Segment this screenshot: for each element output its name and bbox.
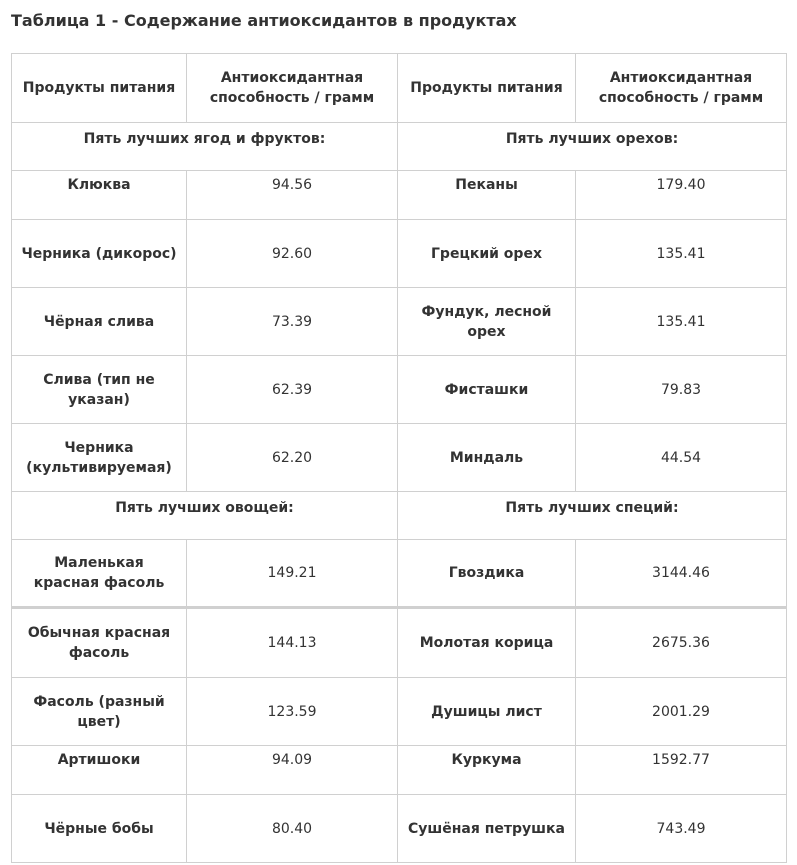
product-name: Фисташки <box>398 356 576 424</box>
product-value: 92.60 <box>187 220 398 288</box>
product-value: 179.40 <box>576 171 787 220</box>
product-value: 94.09 <box>187 746 398 795</box>
product-value: 73.39 <box>187 288 398 356</box>
product-name: Грецкий орех <box>398 220 576 288</box>
product-value: 743.49 <box>576 795 787 863</box>
section-row <box>12 123 787 171</box>
table-row <box>12 171 787 220</box>
product-name: Клюква <box>12 171 187 220</box>
product-name: Пеканы <box>398 171 576 220</box>
product-name: Молотая корица <box>398 608 576 678</box>
product-name: Чёрная слива <box>12 288 187 356</box>
section-berries: Пять лучших ягод и фруктов: <box>12 123 398 171</box>
product-name: Чёрные бобы <box>12 795 187 863</box>
header-capacity-left: Антиоксидантная способность / грамм <box>187 54 398 123</box>
product-value: 3144.46 <box>576 540 787 608</box>
section-nuts: Пять лучших орехов: <box>398 123 787 171</box>
product-name: Миндаль <box>398 424 576 492</box>
table-row <box>12 288 787 356</box>
product-name: Артишоки <box>12 746 187 795</box>
product-value: 135.41 <box>576 288 787 356</box>
product-name: Гвоздика <box>398 540 576 608</box>
section-row <box>12 492 787 540</box>
product-name: Куркума <box>398 746 576 795</box>
table-row <box>12 795 787 863</box>
antioxidant-table <box>11 53 787 863</box>
product-name: Черника (дикорос) <box>12 220 187 288</box>
product-value: 79.83 <box>576 356 787 424</box>
header-products-right: Продукты питания <box>398 54 576 123</box>
product-name: Душицы лист <box>398 678 576 746</box>
product-name: Маленькая красная фасоль <box>12 540 187 608</box>
header-products-left: Продукты питания <box>12 54 187 123</box>
product-value: 62.39 <box>187 356 398 424</box>
product-name: Сушёная петрушка <box>398 795 576 863</box>
table-row <box>12 220 787 288</box>
table-row <box>12 678 787 746</box>
section-spices: Пять лучших специй: <box>398 492 787 540</box>
product-value: 2675.36 <box>576 608 787 678</box>
product-value: 1592.77 <box>576 746 787 795</box>
product-value: 2001.29 <box>576 678 787 746</box>
table-row <box>12 746 787 795</box>
product-value: 149.21 <box>187 540 398 608</box>
table-row <box>12 356 787 424</box>
product-name: Фундук, лесной орех <box>398 288 576 356</box>
table-row <box>12 424 787 492</box>
product-value: 62.20 <box>187 424 398 492</box>
section-vegetables: Пять лучших овощей: <box>12 492 398 540</box>
table-row <box>12 540 787 608</box>
product-name: Обычная красная фасоль <box>12 608 187 678</box>
product-value: 123.59 <box>187 678 398 746</box>
product-value: 80.40 <box>187 795 398 863</box>
product-value: 144.13 <box>187 608 398 678</box>
product-name: Фасоль (разный цвет) <box>12 678 187 746</box>
table-header-row <box>12 54 787 123</box>
product-name: Черника (культивируемая) <box>12 424 187 492</box>
product-value: 94.56 <box>187 171 398 220</box>
product-value: 135.41 <box>576 220 787 288</box>
product-value: 44.54 <box>576 424 787 492</box>
table-row <box>12 608 787 678</box>
header-capacity-right: Антиоксидантная способность / грамм <box>576 54 787 123</box>
page-title: Таблица 1 - Содержание антиоксидантов в продуктах <box>11 11 517 30</box>
product-name: Слива (тип не указан) <box>12 356 187 424</box>
